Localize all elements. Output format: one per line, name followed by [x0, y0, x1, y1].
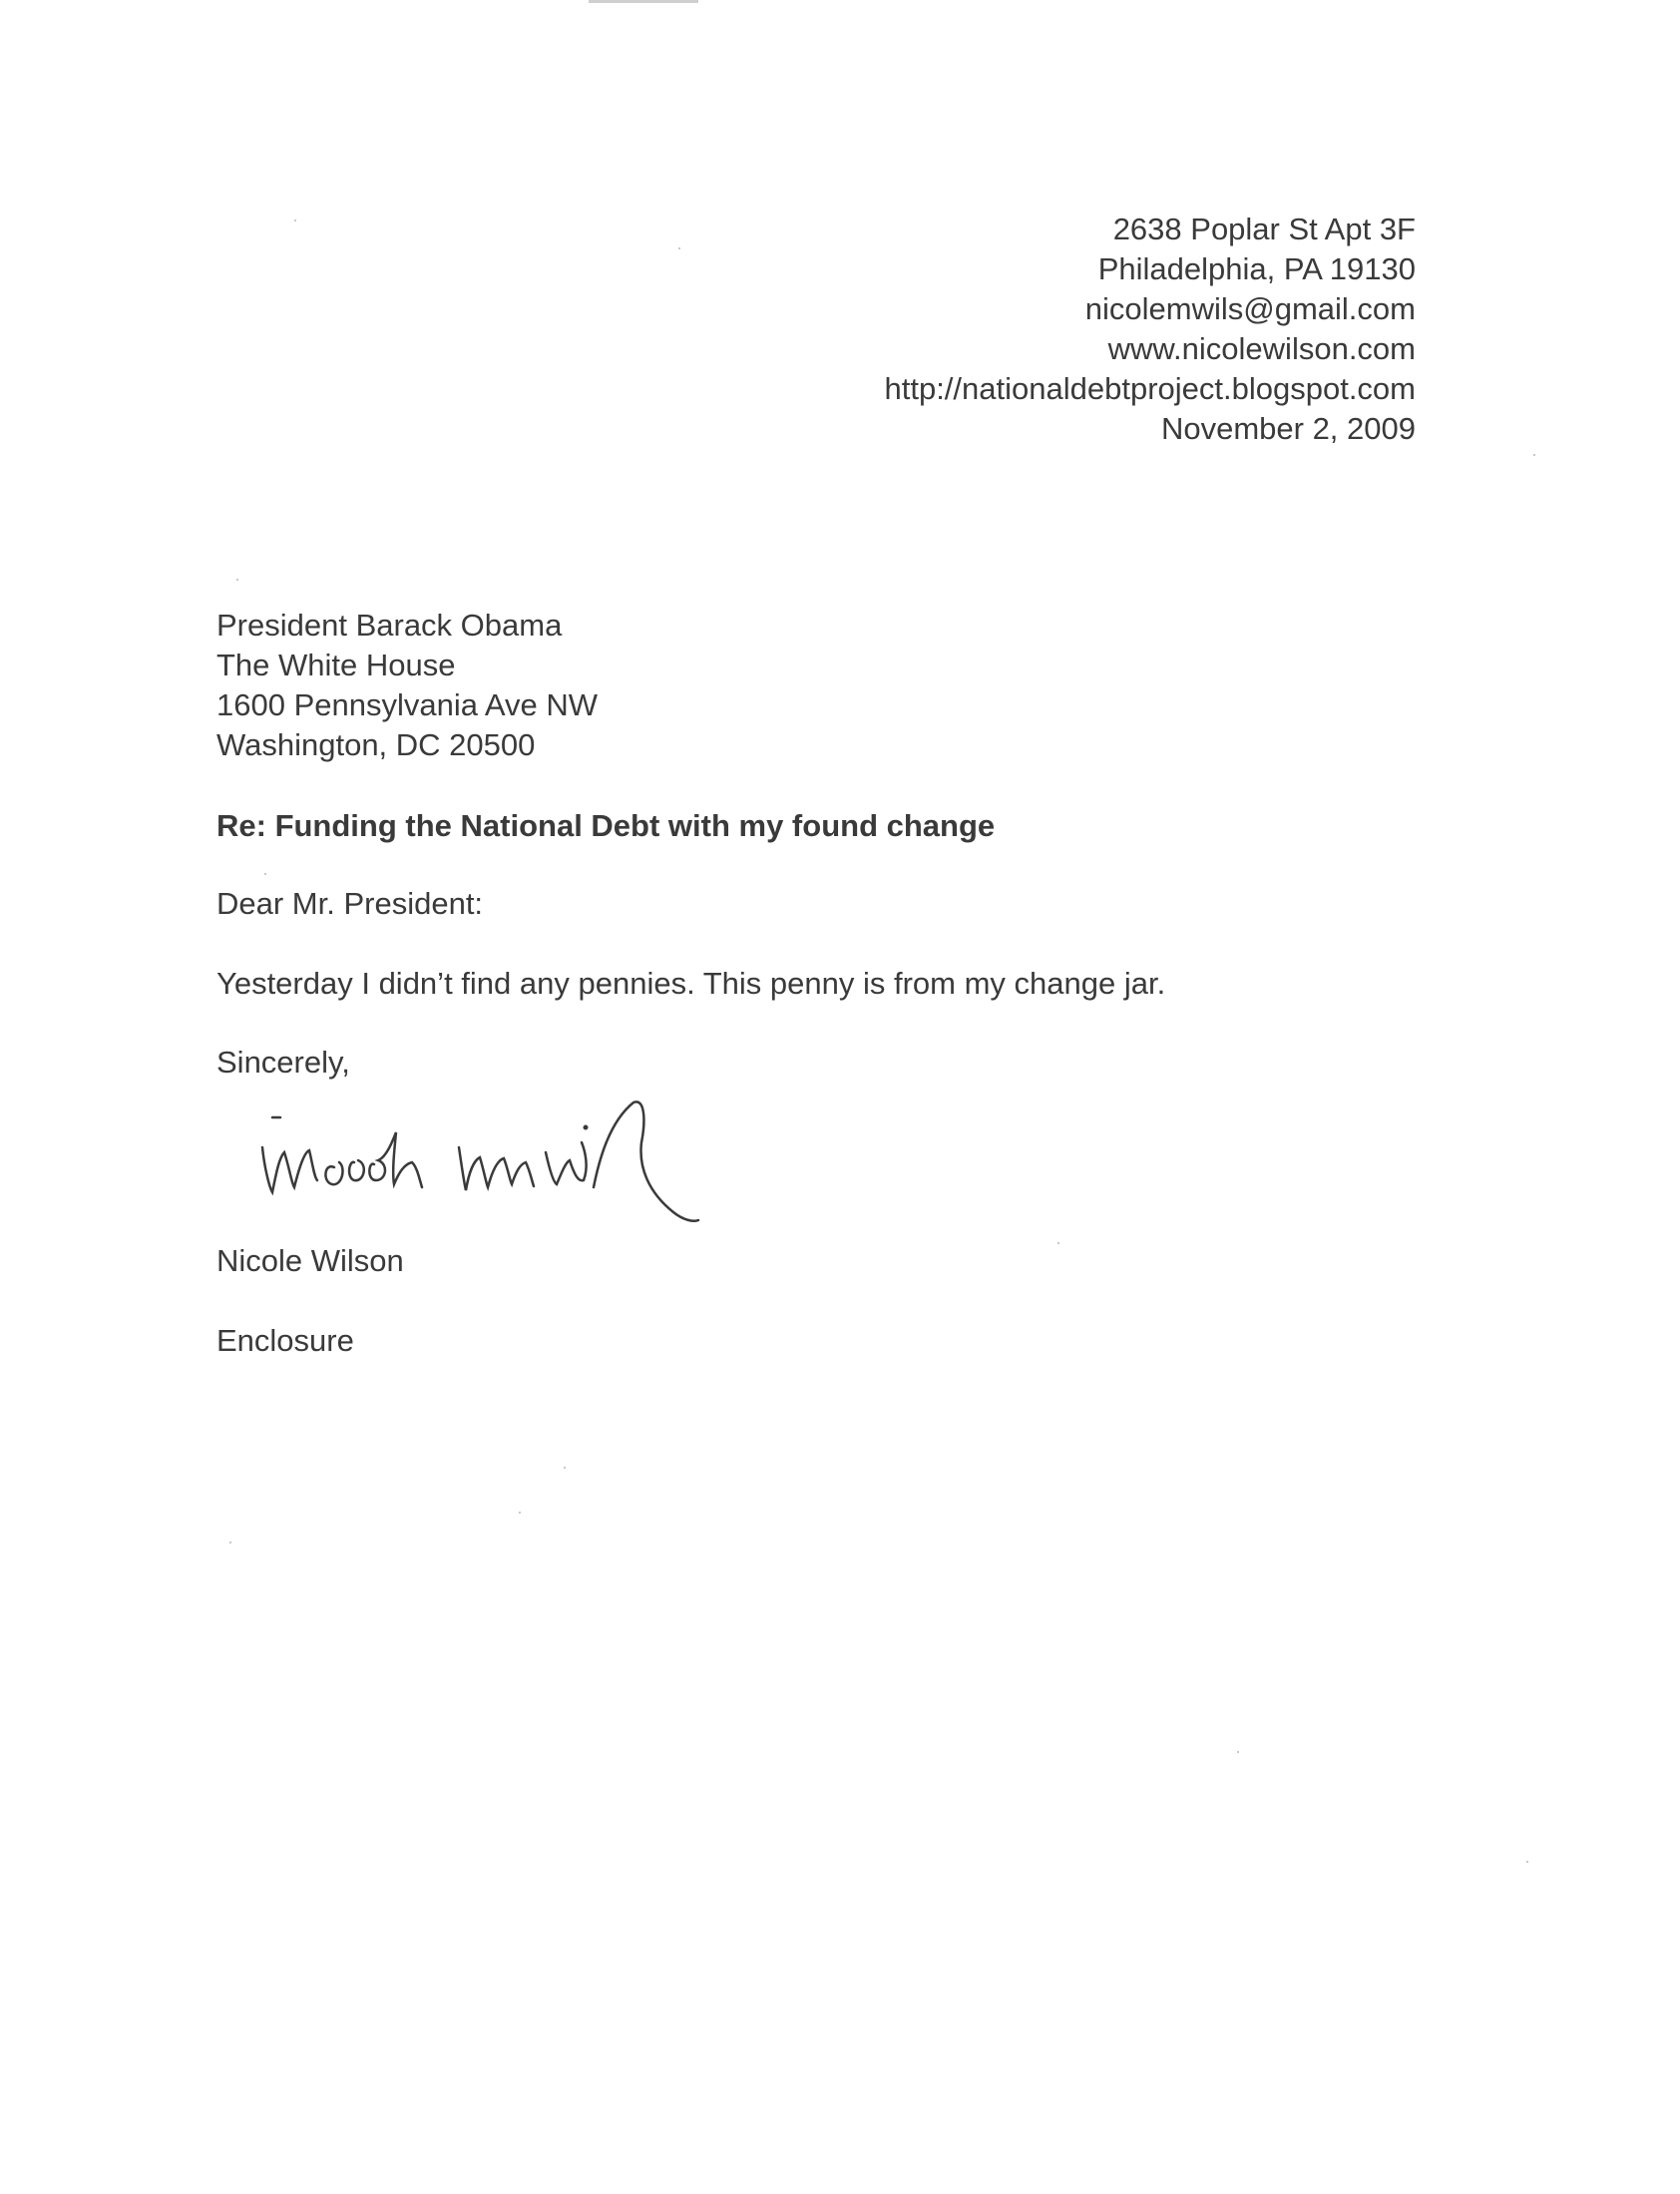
sender-address-block: [884, 210, 1416, 449]
scan-speck: [1526, 1861, 1528, 1863]
scan-speck: [1237, 1751, 1239, 1753]
letter-body: Yesterday I didn’t find any pennies. This penny is from my change jar.: [216, 966, 1166, 1001]
scan-speck: [564, 1467, 566, 1469]
recipient-street: 1600 Pennsylvania Ave NW: [216, 687, 598, 722]
sender-street: 2638 Poplar St Apt 3F: [1112, 212, 1416, 246]
scan-speck: [229, 1541, 231, 1543]
closing: Sincerely,: [216, 1045, 350, 1080]
recipient-organization: The White House: [216, 648, 456, 682]
sender-website: www.nicolewilson.com: [1107, 331, 1416, 366]
handwritten-signature: [254, 1073, 853, 1222]
scan-speck: [1533, 454, 1535, 456]
recipient-name: President Barack Obama: [216, 608, 563, 643]
scan-speck: [1057, 1242, 1059, 1244]
sender-city-state-zip: Philadelphia, PA 19130: [1097, 251, 1416, 286]
recipient-address-block: [216, 606, 598, 765]
subject-line: Re: Funding the National Debt with my found change: [216, 808, 996, 843]
scan-speck: [678, 247, 680, 249]
scan-speck: [294, 219, 296, 221]
scan-edge-mark: [589, 0, 698, 3]
recipient-city-state-zip: Washington, DC 20500: [216, 727, 536, 762]
sender-blog: http://nationaldebtproject.blogspot.com: [884, 371, 1416, 406]
scan-speck: [519, 1512, 521, 1514]
enclosure-notation: Enclosure: [216, 1323, 354, 1358]
letter-date: November 2, 2009: [1160, 411, 1416, 446]
scan-speck: [264, 873, 266, 875]
scan-speck: [236, 579, 238, 581]
signer-name: Nicole Wilson: [216, 1243, 404, 1278]
salutation: Dear Mr. President:: [216, 886, 484, 921]
sender-email: nicolemwils@gmail.com: [1084, 291, 1416, 326]
